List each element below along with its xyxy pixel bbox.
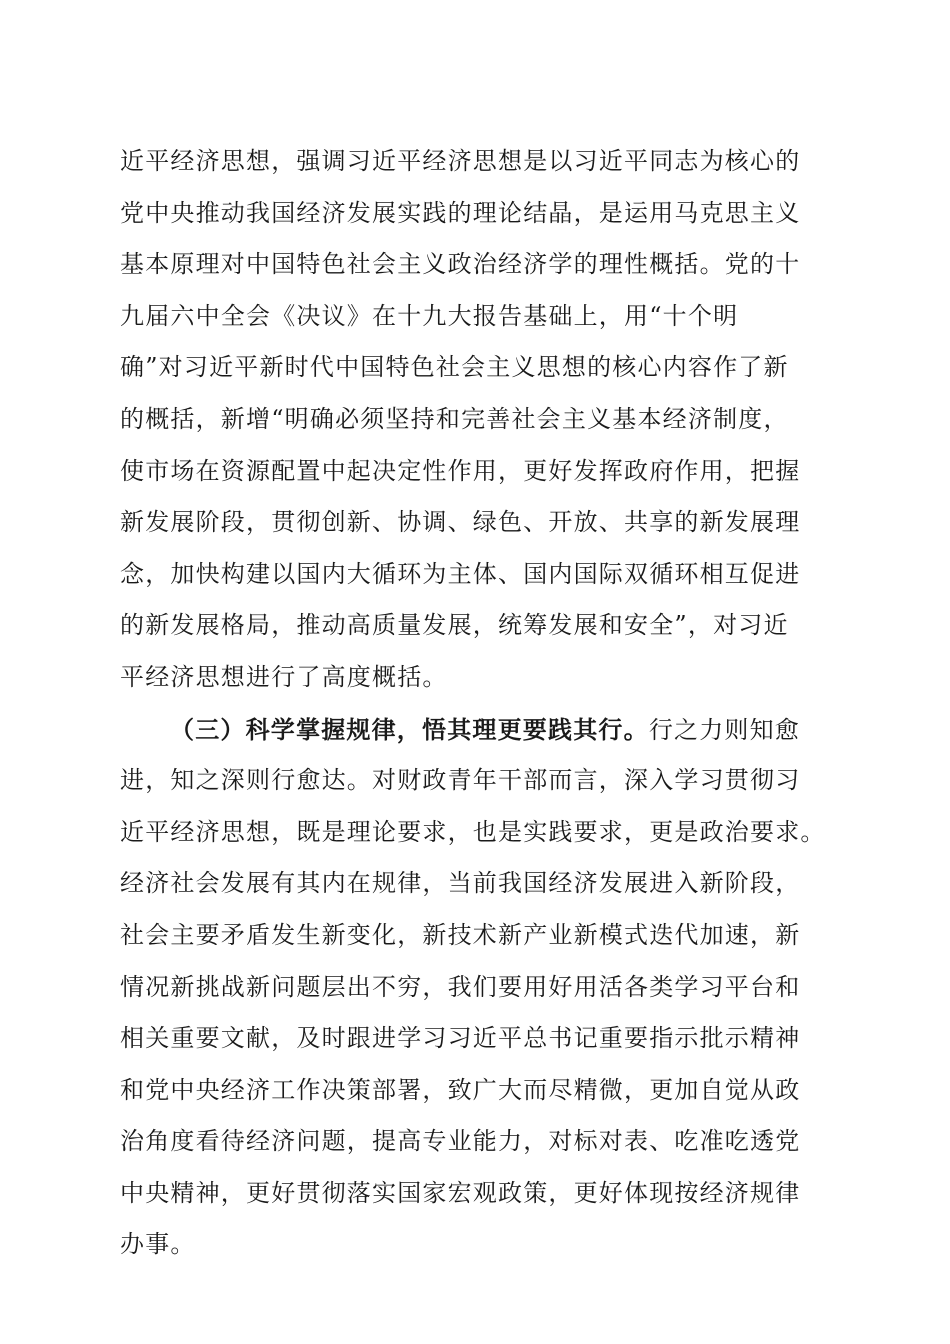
text-line: 九届六中全会《决议》在十九大报告基础上，用“十个明 <box>120 301 739 330</box>
section-heading: （三）科学掌握规律，悟其理更要践其行。 <box>170 714 649 744</box>
text-line: 相关重要文献，及时跟进学习习近平总书记重要指示批示精神 <box>120 1024 801 1053</box>
text-line: 念，加快构建以国内大循环为主体、国内国际双循环相互促进 <box>120 559 801 588</box>
text-line: 中央精神，更好贯彻落实国家宏观政策，更好体现按经济规律 <box>120 1178 801 1207</box>
text-line: 近平经济思想，既是理论要求，也是实践要求，更是政治要求。 <box>120 817 826 846</box>
body-text <box>120 136 840 1271</box>
text-line: 进，知之深则行愈达。对财政青年干部而言，深入学习贯彻习 <box>120 766 801 795</box>
text-line: 党中央推动我国经济发展实践的理论结晶，是运用马克思主义 <box>120 198 801 227</box>
text-line: 治角度看待经济问题，提高专业能力，对标对表、吃准吃透党 <box>120 1127 801 1156</box>
section-heading-continuation: 行之力则知愈 <box>648 715 801 744</box>
text-line: 的新发展格局，推动高质量发展，统筹发展和安全”，对习近 <box>120 611 789 640</box>
text-line: 平经济思想进行了高度概括。 <box>120 662 448 691</box>
text-line: 的概括，新增“明确必须坚持和完善社会主义基本经济制度， <box>120 404 789 433</box>
section-heading-line <box>120 704 840 756</box>
text-line: 社会主要矛盾发生新变化，新技术新产业新模式迭代加速，新 <box>120 920 801 949</box>
text-line: 办事。 <box>120 1230 196 1259</box>
text-line: 新发展阶段，贯彻创新、协调、绿色、开放、共享的新发展理 <box>120 508 801 537</box>
text-line: 使市场在资源配置中起决定性作用，更好发挥政府作用，把握 <box>120 456 801 485</box>
text-line: 和党中央经济工作决策部署，致广大而尽精微，更加自觉从政 <box>120 1075 801 1104</box>
text-line: 近平经济思想，强调习近平经济思想是以习近平同志为核心的 <box>120 147 801 175</box>
text-line: 确”对习近平新时代中国特色社会主义思想的核心内容作了新 <box>120 353 789 382</box>
text-line: 基本原理对中国特色社会主义政治经济学的理性概括。党的十 <box>120 250 801 279</box>
text-line: 经济社会发展有其内在规律，当前我国经济发展进入新阶段， <box>120 869 801 898</box>
text-line: 情况新挑战新问题层出不穷，我们要用好用活各类学习平台和 <box>120 972 801 1001</box>
